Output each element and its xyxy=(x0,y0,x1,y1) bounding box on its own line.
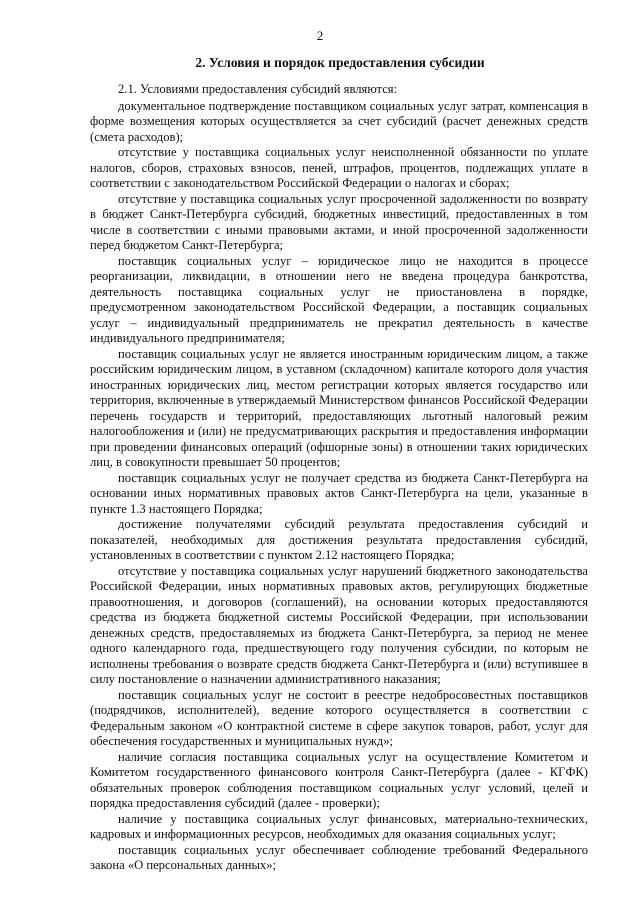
paragraph-condition-8: отсутствие у поставщика социальных услуг нарушений бюджетного законодательства Российской Федерации, иных нормативных правовых актов, регулирующих бюджетные правоотношения, и договоров (соглашений), на основании которых предоставляются средства из бюджета бюджетной системы Российской Федерации, при использовании денежных средств, предоставляемых из бюджета Санкт-Петербурга, за период не менее одного календарного года, предшествующего году получения субсидии, по которым не исполнены требования о возврате средств бюджета Санкт-Петербурга и (или) вступившее в силу постановление о назначении административного наказания; xyxy=(90,563,588,686)
section-heading: 2. Условия и порядок предоставления субсидии xyxy=(195,55,485,70)
paragraph-condition-12: поставщик социальных услуг обеспечивает соблюдение требований Федерального закона «О персональных данных»; xyxy=(90,842,588,872)
section-body xyxy=(90,82,588,874)
paragraph-condition-6: поставщик социальных услуг не получает средства из бюджета Санкт-Петербурга на основании иных нормативных правовых актов Санкт-Петербурга на цели, указанные в пункте 1.3 настоящего Порядка; xyxy=(90,470,588,516)
page-number: 2 xyxy=(316,28,324,43)
paragraph-condition-1: документальное подтверждение поставщиком социальных услуг затрат, компенсация в форме возмещения которых осуществляется за счет субсидий (расчет денежных средств (смета расходов); xyxy=(90,98,588,144)
paragraph-condition-5: поставщик социальных услуг не является иностранным юридическим лицом, а также российским юридическим лицом, в уставном (складочном) капитале которого доля участия иностранных юридических лиц, местом регистрации которых является государство или территория, включенные в утверждаемый Министерством финансов Российской Федерации перечень государств и территорий, предоставляющих льготный налоговый режим налогообложения и (или) не предусматривающих раскрытия и предоставления информации при проведении финансовых операций (офшорные зоны) в отношении таких юридических лиц, в совокупности превышает 50 процентов; xyxy=(90,346,588,469)
paragraph-condition-3: отсутствие у поставщика социальных услуг просроченной задолженности по возврату в бюджет Санкт-Петербурга субсидий, бюджетных инвестиций, предоставленных в том числе в соответствии с иными правовыми актами, и иной просроченной задолженности перед бюджетом Санкт-Петербурга; xyxy=(90,191,588,252)
paragraph-condition-9: поставщик социальных услуг не состоит в реестре недобросовестных поставщиков (подрядчиков, исполнителей), ведение которого осуществляется в соответствии с Федеральным законом «О контрактной системе в сфере закупок товаров, работ, услуг для обеспечения государственных и муниципальных нужд»; xyxy=(90,687,588,748)
paragraph-condition-10: наличие согласия поставщика социальных услуг на осуществление Комитетом и Комитетом государственного финансового контроля Санкт-Петербурга (далее - КГФК) обязательных проверок соблюдения поставщиком социальных услуг условий, целей и порядка предоставления субсидий (далее - проверки); xyxy=(90,749,588,810)
paragraph-condition-4: поставщик социальных услуг – юридическое лицо не находится в процессе реорганизации, ликвидации, в отношении него не введена процедура банкротства, деятельность поставщика социальных услуг не приостановлена в порядке, предусмотренном законодательством Российской Федерации, а поставщик социальных услуг – индивидуальный предприниматель не прекратил деятельность в качестве индивидуального предпринимателя; xyxy=(90,253,588,345)
paragraph-condition-11: наличие у поставщика социальных услуг финансовых, материально-технических, кадровых и информационных ресурсов, необходимых для оказания социальных услуг; xyxy=(90,811,588,841)
paragraph-condition-2: отсутствие у поставщика социальных услуг неисполненной обязанности по уплате налогов, сборов, страховых взносов, пеней, штрафов, процентов, подлежащих уплате в соответствии с законодательством Российской Федерации о налогах и сборах; xyxy=(90,145,588,190)
paragraph-condition-7: достижение получателями субсидий результата предоставления субсидий и показателей, необходимых для достижения результата предоставления субсидий, установленных в соответствии с пунктом 2.12 настоящего Порядка; xyxy=(90,517,588,562)
paragraph-intro: 2.1. Условиями предоставления субсидий являются: xyxy=(118,82,398,96)
